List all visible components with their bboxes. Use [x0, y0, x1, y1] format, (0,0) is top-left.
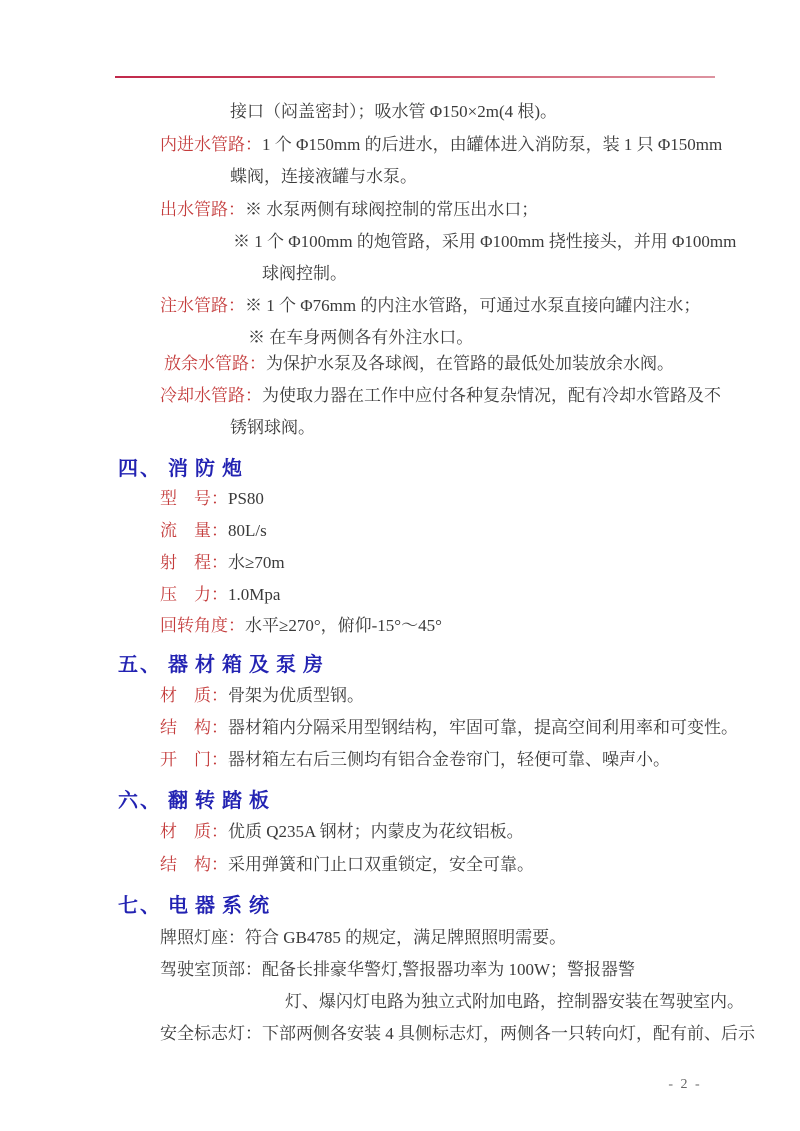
spec-item-pressure	[160, 584, 280, 606]
pipeline-line-cooling	[160, 385, 721, 407]
pipeline-label-inner-inlet: 内进水管路：	[160, 135, 262, 154]
pipeline-line-outlet-cont1: ※ 1 个 Φ100mm 的炮管路，采用 Φ100mm 挠性接头，并用 Φ100mm	[233, 232, 737, 251]
page-number: - 2 -	[668, 1077, 702, 1092]
section-number: 四、	[118, 458, 162, 480]
spec-label: 安全标志灯：	[160, 1024, 262, 1043]
spec-item-license-lamp	[160, 927, 566, 949]
spec-item-material	[160, 821, 524, 843]
spec-item-cab-roof	[160, 959, 635, 981]
spec-label: 型 号：	[160, 489, 228, 508]
pipeline-line-inner-inlet	[160, 134, 722, 156]
section-heading-electrical-system	[118, 894, 276, 918]
spec-value: 下部两侧各安装 4 具侧标志灯，两侧各一只转向灯，配有前、后示	[262, 1024, 755, 1043]
pipeline-text-drain: 为保护水泵及各球阀，在管路的最低处加装放余水阀。	[266, 354, 674, 373]
pipeline-line-outlet-cont2: 球阀控制。	[262, 264, 347, 283]
section-number: 七、	[118, 895, 162, 917]
section-heading-fire-monitor	[118, 457, 249, 481]
spec-label: 回转角度：	[160, 616, 245, 635]
pipeline-label-cooling: 冷却水管路：	[160, 386, 262, 405]
section-number: 六、	[118, 790, 162, 812]
spec-value: 器材箱内分隔采用型钢结构，牢固可靠，提高空间利用率和可变性。	[228, 718, 738, 737]
spec-value: 水平≥270°，俯仰-15°～45°	[245, 616, 442, 635]
header-rule	[115, 76, 715, 78]
section-title: 消防炮	[168, 458, 249, 480]
spec-value: 器材箱左右后三侧均有铝合金卷帘门，轻便可靠、噪声小。	[228, 750, 670, 769]
pipeline-line-drain	[164, 353, 674, 375]
spec-value: 80L/s	[228, 521, 267, 540]
pipeline-text-outlet: ※ 水泵两侧有球阀控制的常压出水口；	[245, 200, 539, 219]
spec-label: 牌照灯座：	[160, 928, 245, 947]
spec-value: 1.0Mpa	[228, 585, 281, 604]
spec-label: 驾驶室顶部：	[160, 960, 262, 979]
pipeline-line-filling	[160, 295, 700, 317]
section-number: 五、	[118, 654, 162, 676]
spec-label: 结 构：	[160, 855, 228, 874]
pipeline-text-filling: ※ 1 个 Φ76mm 的内注水管路，可通过水泵直接向罐内注水；	[245, 296, 701, 315]
spec-item-safety-marker-lamps	[160, 1023, 755, 1045]
spec-value: 骨架为优质型钢。	[228, 686, 364, 705]
section-title: 器材箱及泵房	[168, 654, 330, 676]
section-title: 翻转踏板	[168, 790, 276, 812]
spec-value: 优质 Q235A 钢材；内蒙皮为花纹铝板。	[228, 822, 524, 841]
spec-item-model	[160, 488, 264, 510]
paragraph-suction-continuation: 接口（闷盖密封）；吸水管 Φ150×2m(4 根)。	[230, 102, 558, 121]
spec-value: 配备长排豪华警灯,警报器功率为 100W；警报器警	[262, 960, 636, 979]
pipeline-label-drain: 放余水管路：	[164, 354, 266, 373]
pipeline-label-filling: 注水管路：	[160, 296, 245, 315]
pipeline-line-filling-cont: ※ 在车身两侧各有外注水口。	[248, 328, 474, 347]
spec-value: 采用弹簧和门止口双重锁定，安全可靠。	[228, 855, 534, 874]
spec-label: 材 质：	[160, 822, 228, 841]
spec-label: 压 力：	[160, 585, 228, 604]
pipeline-line-cooling-cont: 锈钢球阀。	[230, 418, 315, 437]
spec-value: PS80	[228, 489, 264, 508]
section-title: 电器系统	[168, 895, 276, 917]
pipeline-text-inner-inlet: 1 个 Φ150mm 的后进水，由罐体进入消防泵，装 1 只 Φ150mm	[262, 135, 723, 154]
pipeline-label-outlet: 出水管路：	[160, 200, 245, 219]
spec-label: 射 程：	[160, 553, 228, 572]
section-heading-equipment-box	[118, 653, 330, 677]
pipeline-text-cooling: 为使取力器在工作中应付各种复杂情况，配有冷却水管路及不	[262, 386, 721, 405]
spec-value: 符合 GB4785 的规定，满足牌照照明需要。	[245, 928, 567, 947]
spec-label: 材 质：	[160, 686, 228, 705]
spec-item-structure	[160, 717, 738, 739]
spec-item-range	[160, 552, 285, 574]
spec-item-material	[160, 685, 364, 707]
spec-item-flow	[160, 520, 267, 542]
spec-item-cab-roof-cont: 灯、爆闪灯电路为独立式附加电路，控制器安装在驾驶室内。	[285, 992, 744, 1011]
spec-label: 流 量：	[160, 521, 228, 540]
spec-item-structure	[160, 854, 534, 876]
pipeline-line-outlet	[160, 199, 538, 221]
pipeline-line-inner-inlet-cont: 蝶阀，连接液罐与水泵。	[230, 167, 417, 186]
spec-label: 结 构：	[160, 718, 228, 737]
spec-label: 开 门：	[160, 750, 228, 769]
spec-value: 水≥70m	[228, 553, 285, 572]
spec-item-rotation	[160, 615, 442, 637]
section-heading-flip-step	[118, 789, 276, 813]
spec-item-doors	[160, 749, 670, 771]
